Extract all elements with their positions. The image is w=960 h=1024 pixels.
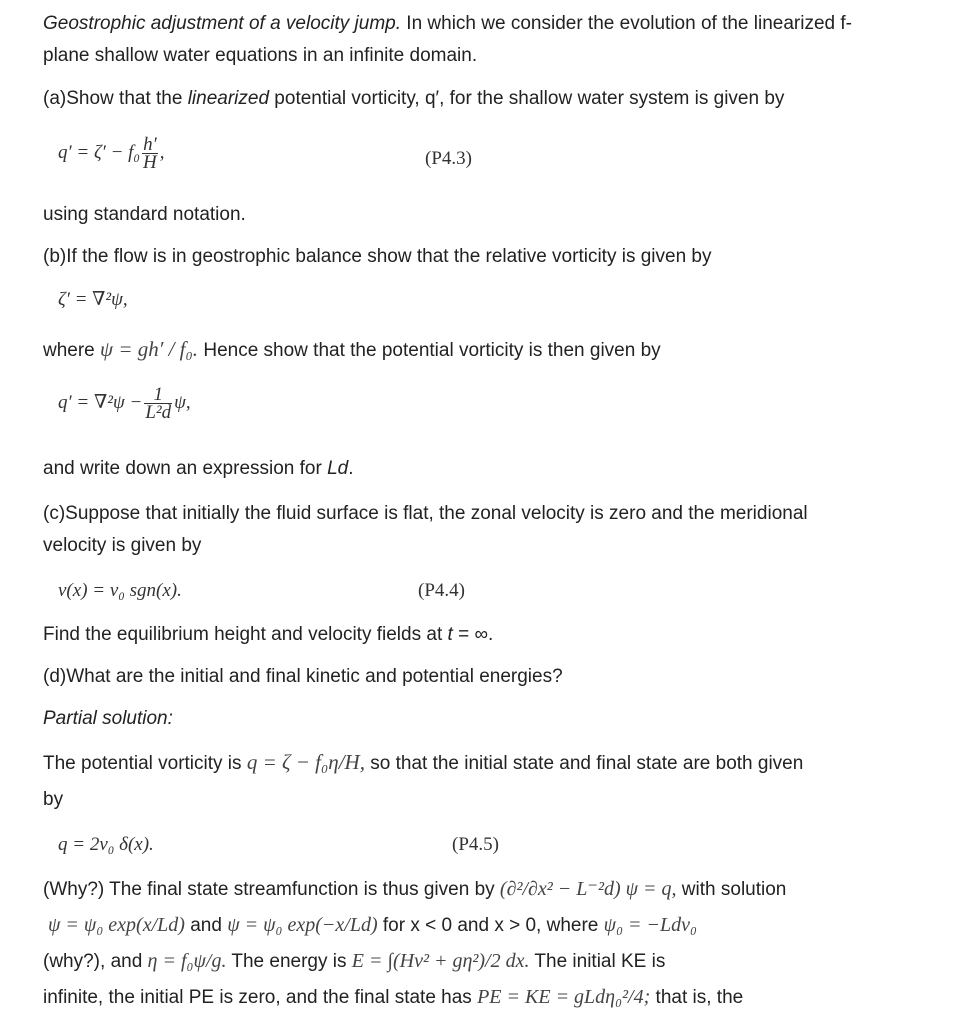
part-a-label: (a) [43, 88, 67, 109]
equation-potential-vorticity [58, 386, 191, 421]
solution-why-line [43, 878, 786, 901]
where-after: Hence show that the potential vorticity is then given by [198, 340, 661, 361]
part-b-after-text: and write down an expression for [43, 458, 328, 479]
eq-p4-3-fraction [142, 136, 158, 171]
part-a-after: using standard notation. [43, 204, 246, 225]
equation-p4-5: q = 2v₀ δ(x). [58, 834, 154, 855]
eq-p4-3-numerator: h′ [143, 134, 157, 155]
solution-line1-before: The potential vorticity is [43, 753, 247, 774]
equation-label-p4-4: (P4.4) [418, 580, 465, 601]
part-a-italic: linearized [187, 88, 270, 109]
solution-for: for x < 0 and x > 0, where [377, 915, 604, 936]
equation-p4-3 [58, 136, 165, 171]
problem-title-line2: plane shallow water equations in an infinite domain. [43, 45, 478, 66]
part-b-after [43, 458, 354, 480]
part-d-question [43, 666, 563, 688]
solution-final-after: that is, the [650, 987, 744, 1008]
equation-label-p4-5: (P4.5) [452, 834, 499, 855]
equation-label-p4-3: (P4.3) [425, 148, 472, 169]
eq-p4-3-lhs: q′ = ζ′ − f₀ [58, 141, 141, 163]
solution-helmholtz-eq: (∂²/∂x² − L⁻²d) ψ = q, [499, 878, 677, 900]
solution-psi0-eq: ψ₀ = −Ldv₀ [603, 914, 697, 936]
part-b-after-end: . [348, 458, 354, 479]
part-c-find [43, 624, 493, 646]
part-a-question [43, 88, 784, 110]
part-a-text-after: potential vorticity, q′, for the shallow water system is given by [269, 88, 785, 109]
eq-pv-lhs: q′ = ∇²ψ − [58, 391, 143, 413]
where-label: where [43, 340, 95, 361]
part-d-label: (d) [43, 666, 67, 687]
solution-eta-eq: η = f₀ψ/g. [147, 950, 227, 972]
problem-title-line1 [43, 13, 852, 35]
solution-line1 [43, 751, 803, 775]
part-c-question-line1 [43, 503, 808, 525]
solution-final-eq: PE = KE = gLdη₀²/4; [477, 986, 651, 1008]
eq-pv-tail: ψ, [174, 391, 191, 413]
part-d-text: What are the initial and final kinetic and potential energies? [66, 666, 563, 687]
solution-streamfunction-line [48, 914, 697, 937]
time-var: t [447, 624, 453, 645]
part-c-find-end: = ∞. [452, 624, 494, 645]
part-c-question-line2: velocity is given by [43, 535, 202, 556]
solution-energy-eq: E = ∫(Hv² + gη²)/2 dx. [351, 950, 530, 972]
solution-energy-mid: The energy is [226, 951, 352, 972]
part-c-label: (c) [43, 503, 66, 524]
solution-heading: Partial solution: [43, 708, 173, 729]
solution-eq-right: ψ = ψ₀ exp(−x/Ld) [227, 914, 378, 936]
solution-line2: by [43, 789, 64, 810]
eq-p4-3-tail: , [159, 141, 165, 163]
deformation-radius-var: Ld [327, 458, 349, 479]
solution-pv-eq: q = ζ − f₀η/H, [246, 750, 365, 774]
solution-why-before: (Why?) The final state streamfunction is thus given by [43, 879, 500, 900]
part-b-question [43, 246, 712, 268]
part-c-text: Suppose that initially the fluid surface is flat, the zonal velocity is zero and the meridional [65, 503, 808, 524]
solution-eq-left: ψ = ψ₀ exp(x/Ld) [48, 914, 185, 936]
solution-energy-after: The initial KE is [529, 951, 666, 972]
part-a-text: Show that the [66, 88, 188, 109]
solution-energy-line [43, 950, 665, 973]
eq-p4-3-denominator: H [143, 152, 157, 173]
solution-why-after: with solution [676, 879, 787, 900]
problem-title: Geostrophic adjustment of a velocity jump. [43, 13, 402, 34]
solution-final-before: infinite, the initial PE is zero, and the final state has [43, 987, 478, 1008]
eq-pv-denominator: L²d [145, 402, 172, 423]
equation-vorticity: ζ′ = ∇²ψ, [58, 289, 128, 310]
eq-pv-numerator: 1 [144, 386, 172, 404]
problem-intro: In which we consider the evolution of the linearized f- [401, 13, 852, 34]
solution-line1-after: so that the initial state and final state are both given [364, 753, 804, 774]
streamfunction-def: ψ = gh′ / f₀. [100, 337, 199, 361]
part-c-find-text: Find the equilibrium height and velocity fields at [43, 624, 448, 645]
part-b-label: (b) [43, 246, 67, 267]
eq-pv-fraction [144, 386, 172, 421]
part-b-text: If the flow is in geostrophic balance show that the relative vorticity is given by [66, 246, 712, 267]
equation-p4-4: v(x) = v₀ sgn(x). [58, 580, 182, 601]
part-b-where-line [43, 338, 661, 362]
solution-energy-before: (why?), and [43, 951, 148, 972]
solution-final-line [43, 986, 743, 1009]
solution-and: and [184, 915, 228, 936]
